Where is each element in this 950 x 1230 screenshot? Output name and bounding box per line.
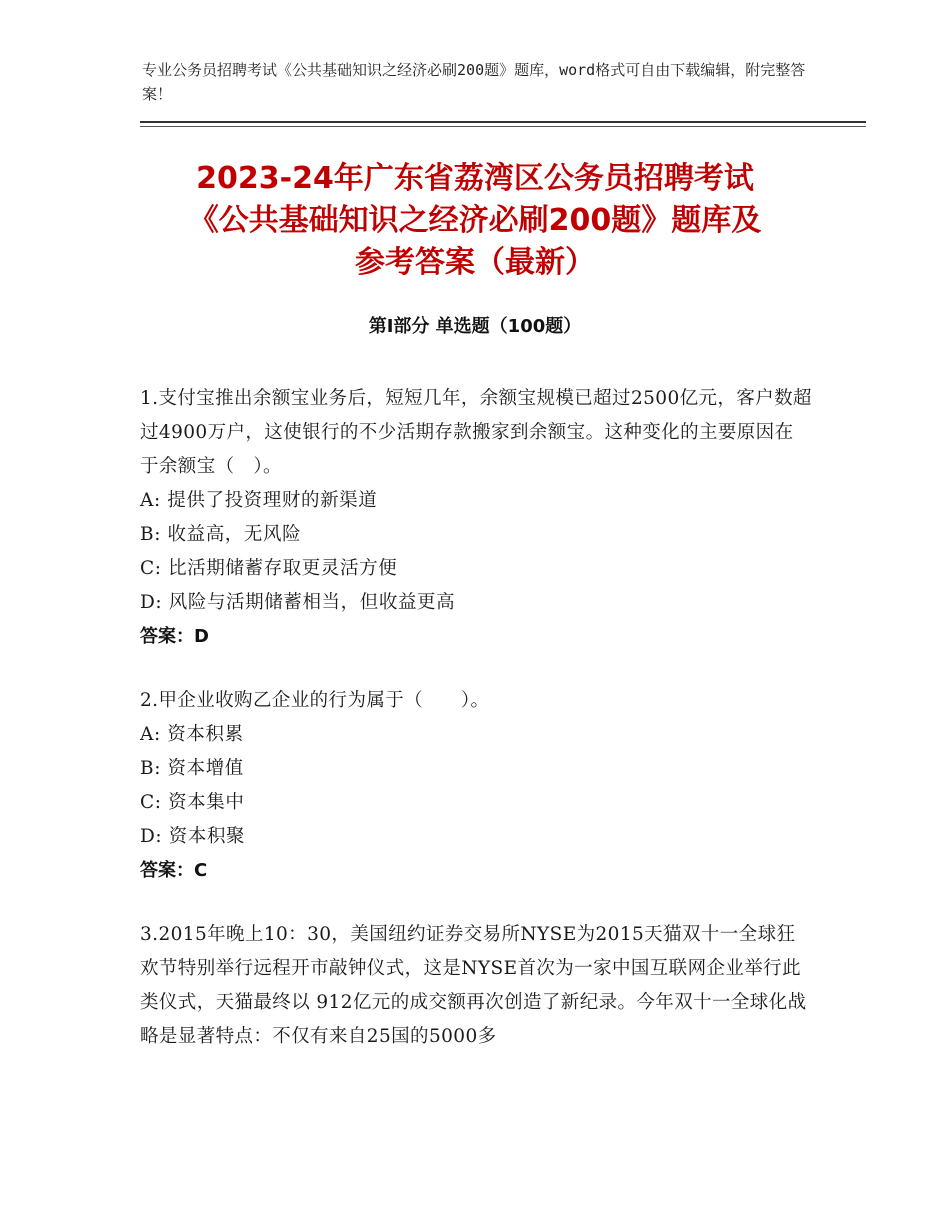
question-2 [140,684,812,888]
option-d: D: 风险与活期储蓄相当，但收益更高 [140,592,456,613]
answer: 答案：D [140,626,209,647]
header-divider-thick [140,121,866,123]
option-a: A: 资本积累 [140,724,244,745]
answer: 答案：C [140,860,208,881]
question-stem: 2.甲企业收购乙企业的行为属于（ ）。 [140,690,490,711]
option-c: C: 比活期储蓄存取更灵活方便 [140,558,398,579]
question-stem: 1.支付宝推出余额宝业务后，短短几年，余额宝规模已超过2500亿元，客户数超过4900万户，这使银行的不少活期存款搬家到余额宝。这种变化的主要原因在于余额宝（ ）。 [140,388,812,477]
option-c: C: 资本集中 [140,792,245,813]
document-title [140,158,810,284]
question-stem: 3.2015年晚上10：30，美国纽约证券交易所NYSE为2015天猫双十一全球狂欢节特别举行远程开市敲钟仪式，这是NYSE首次为一家中国互联网企业举行此类仪式，天猫最终以 912亿元的成交额再次创造了新纪录。今年双十一全球化战略是显著特点：不仅有来自25国的5000多 [140,924,807,1047]
title-line-3: 参考答案（最新） [355,245,595,280]
header-note: 专业公务员招聘考试《公共基础知识之经济必刷200题》题库，word格式可自由下载编辑，附完整答案！ [142,61,806,103]
title-line-1: 2023-24年广东省荔湾区公务员招聘考试 [196,161,754,196]
question-list [140,382,812,1084]
question-1 [140,382,812,654]
question-3 [140,918,812,1054]
option-b: B: 资本增值 [140,758,244,779]
option-a: A: 提供了投资理财的新渠道 [140,490,378,511]
option-d: D: 资本积聚 [140,826,246,847]
section-heading: 第Ⅰ部分 单选题（100题） [368,316,582,337]
title-line-2: 《公共基础知识之经济必刷200题》题库及 [188,203,762,238]
header-divider-thin [140,126,866,127]
option-b: B: 收益高，无风险 [140,524,302,545]
